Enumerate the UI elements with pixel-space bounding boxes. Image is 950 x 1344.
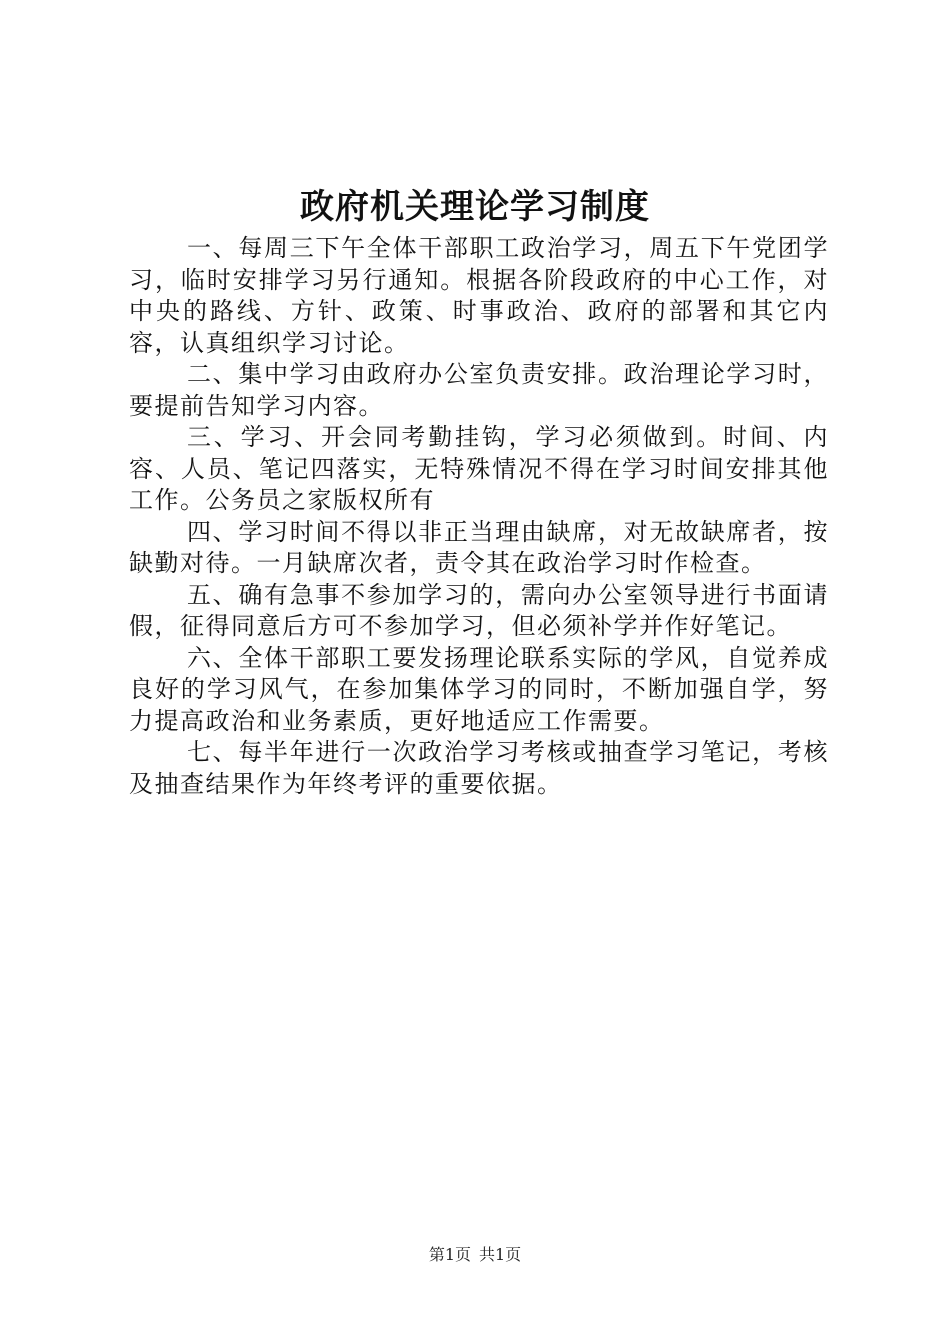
page-number: 第1页 xyxy=(428,1245,471,1264)
page-footer xyxy=(0,1243,950,1267)
document-title: 政府机关理论学习制度 xyxy=(300,187,650,227)
document-body xyxy=(129,233,829,800)
paragraph-5: 五、确有急事不参加学习的，需向办公室领导进行书面请假，征得同意后方可不参加学习，但必须补学并作好笔记。 xyxy=(129,580,829,640)
paragraph-2: 二、集中学习由政府办公室负责安排。政治理论学习时，要提前告知学习内容。 xyxy=(129,360,829,420)
paragraph-1: 一、每周三下午全体干部职工政治学习，周五下午党团学习，临时安排学习另行通知。根据各阶段政府的中心工作，对中央的路线、方针、政策、时事政治、政府的部署和其它内容，认真组织学习讨论。 xyxy=(129,234,829,357)
paragraph-4: 四、学习时间不得以非正当理由缺席，对无故缺席者，按缺勤对待。一月缺席次者，责令其在政治学习时作检查。 xyxy=(129,517,829,577)
paragraph-7: 七、每半年进行一次政治学习考核或抽查学习笔记，考核及抽查结果作为年终考评的重要依据。 xyxy=(129,738,829,798)
page-total: 共1页 xyxy=(479,1245,522,1264)
paragraph-6: 六、全体干部职工要发扬理论联系实际的学风，自觉养成良好的学习风气，在参加集体学习的同时，不断加强自学，努力提高政治和业务素质，更好地适应工作需要。 xyxy=(129,643,829,735)
paragraph-3: 三、学习、开会同考勤挂钩，学习必须做到。时间、内容、人员、笔记四落实，无特殊情况不得在学习时间安排其他工作。公务员之家版权所有 xyxy=(129,423,829,514)
